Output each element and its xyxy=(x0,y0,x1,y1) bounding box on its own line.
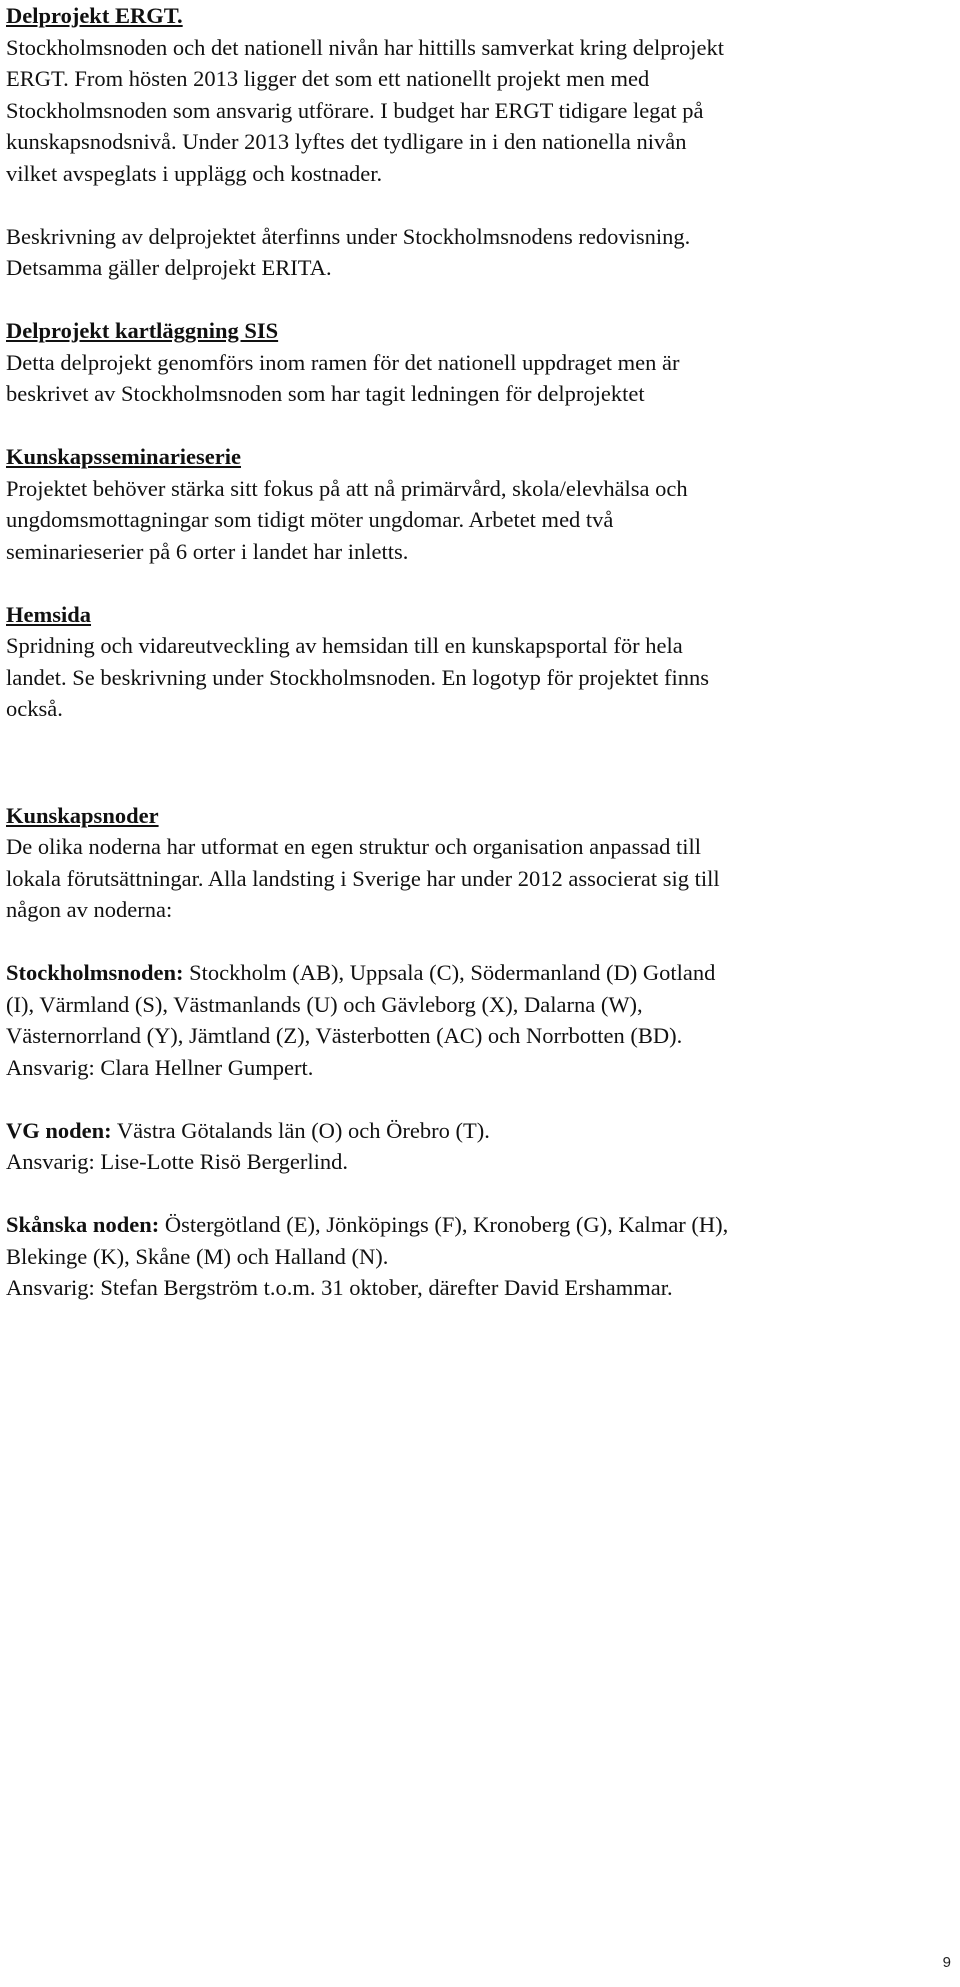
ergt-note-line-2: Detsamma gäller delprojekt ERITA. xyxy=(6,255,332,280)
heading-website: Hemsida xyxy=(6,601,92,627)
ergt-note-line-1: Beskrivning av delprojektet återfinns under Stockholmsnodens redovisning. xyxy=(6,223,691,249)
vg-node-counties: Västra Götalands län (O) och Örebro (T). xyxy=(111,1117,490,1143)
ergt-line-5: vilket avspeglats i upplägg och kostnader. xyxy=(6,160,383,186)
skane-node-responsible: Ansvarig: Stefan Bergström t.o.m. 31 oktober, därefter David Ershammar. xyxy=(6,1275,673,1300)
skane-node-label: Skånska noden: xyxy=(6,1212,160,1237)
skane-node-line-1 xyxy=(6,1209,951,1241)
skane-node-counties: Östergötland (E), Jönköpings (F), Kronoberg (G), Kalmar (H), xyxy=(159,1212,729,1237)
seminars-line-1: Projektet behöver stärka sitt fokus på att nå primärvård, skola/elevhälsa och xyxy=(6,475,688,501)
spacer xyxy=(6,926,951,958)
sis-line-2: beskrivet av Stockholmsnoden som har tagit ledningen för delprojektet xyxy=(6,381,645,406)
page-number: 9 xyxy=(942,1954,951,1971)
heading-ergt: Delprojekt ERGT. xyxy=(6,3,183,28)
skane-node-line-2: Blekinge (K), Skåne (M) och Halland (N). xyxy=(6,1243,389,1269)
stockholm-node-line-3: Västernorrland (Y), Jämtland (Z), Västerbotten (AC) och Norrbotten (BD). xyxy=(6,1023,683,1048)
document-page xyxy=(6,0,951,1304)
spacer xyxy=(6,788,951,800)
vg-node-line-1 xyxy=(6,1115,951,1147)
nodes-line-1: De olika noderna har utformat en egen struktur och organisation anpassad till xyxy=(6,834,702,859)
spacer xyxy=(6,567,951,599)
website-line-3: också. xyxy=(6,696,63,721)
spacer xyxy=(6,410,951,442)
stockholm-node-responsible: Ansvarig: Clara Hellner Gumpert. xyxy=(6,1054,314,1080)
vg-node-responsible: Ansvarig: Lise-Lotte Risö Bergerlind. xyxy=(6,1149,349,1174)
seminars-line-3: seminarieserier på 6 orter i landet har inletts. xyxy=(6,538,409,564)
ergt-line-3: Stockholmsnoden som ansvarig utförare. I budget har ERGT tidigare legat på xyxy=(6,97,704,123)
spacer xyxy=(6,284,951,316)
sis-line-1: Detta delprojekt genomförs inom ramen för det nationell uppdraget men är xyxy=(6,349,680,375)
ergt-line-2: ERGT. From hösten 2013 ligger det som ett nationellt projekt men med xyxy=(6,66,650,91)
heading-seminars: Kunskapsseminarieserie xyxy=(6,444,242,469)
ergt-line-1: Stockholmsnoden och det nationell nivån har hittills samverkat kring delprojekt xyxy=(6,34,724,60)
heading-sis: Delprojekt kartläggning SIS xyxy=(6,318,279,343)
stockholm-node-line-2: (I), Värmland (S), Västmanlands (U) och Gävleborg (X), Dalarna (W), xyxy=(6,991,643,1017)
stockholm-node-line-1 xyxy=(6,957,951,989)
vg-node-label: VG noden: xyxy=(6,1117,112,1143)
website-line-2: landet. Se beskrivning under Stockholmsnoden. En logotyp för projektet finns xyxy=(6,664,710,690)
stockholm-node-counties: Stockholm (AB), Uppsala (C), Södermanland (D) Gotland xyxy=(183,960,716,985)
website-line-1: Spridning och vidareutveckling av hemsidan till en kunskapsportal för hela xyxy=(6,633,683,658)
nodes-line-2: lokala förutsättningar. Alla landsting i Sverige har under 2012 associerat sig till xyxy=(6,865,720,891)
spacer xyxy=(6,189,951,221)
nodes-line-3: någon av noderna: xyxy=(6,897,173,922)
stockholm-node-label: Stockholmsnoden: xyxy=(6,960,184,985)
seminars-line-2: ungdomsmottagningar som tidigt möter ungdomar. Arbetet med två xyxy=(6,507,614,532)
spacer xyxy=(6,1178,951,1210)
spacer xyxy=(6,725,951,788)
ergt-line-4: kunskapsnodsnivå. Under 2013 lyftes det tydligare in i den nationella nivån xyxy=(6,129,687,154)
spacer xyxy=(6,1083,951,1115)
heading-nodes: Kunskapsnoder xyxy=(6,802,159,828)
